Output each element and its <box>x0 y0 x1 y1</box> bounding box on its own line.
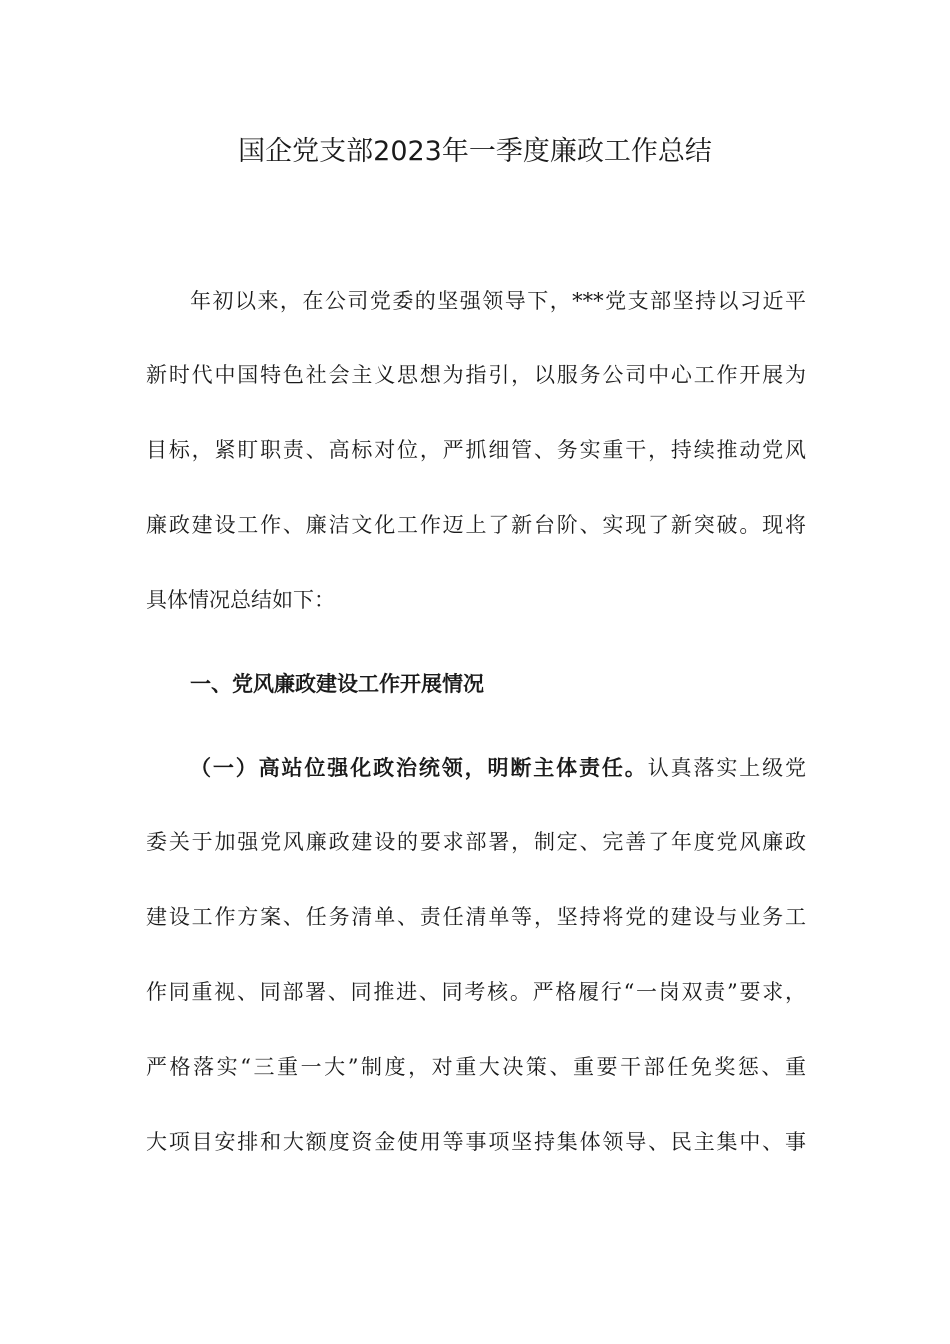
subsection-1-first-line <box>190 748 806 788</box>
subsection-1-lead-rest: 认真落实上级党 <box>647 756 806 780</box>
subsection-1-line-4: 作同重视、同部署、同推进、同考核。严格履行“一岗双责”要求， <box>146 980 806 1004</box>
subsection-1-line-6: 大项目安排和大额度资金使用等事项坚持集体领导、民主集中、事 <box>146 1130 806 1154</box>
subsection-1-line-3: 建设工作方案、任务清单、责任清单等，坚持将党的建设与业务工 <box>146 905 806 929</box>
intro-line-1: 年初以来，在公司党委的坚强领导下，***党支部坚持以习近平 <box>190 289 806 313</box>
intro-line-2: 新时代中国特色社会主义思想为指引，以服务公司中心工作开展为 <box>146 363 806 387</box>
intro-line-4: 廉政建设工作、廉洁文化工作迈上了新台阶、实现了新突破。现将 <box>146 513 806 537</box>
subsection-1-line-5: 严格落实“三重一大”制度，对重大决策、重要干部任免奖惩、重 <box>146 1055 806 1079</box>
subsection-1-lead: （一）高站位强化政治统领，明断主体责任。 <box>190 756 648 780</box>
intro-line-5: 具体情况总结如下： <box>146 588 335 612</box>
section-heading-1: 一、党风廉政建设工作开展情况 <box>190 672 484 696</box>
subsection-1-line-2: 委关于加强党风廉政建设的要求部署，制定、完善了年度党风廉政 <box>146 830 806 854</box>
document-title: 国企党支部2023年一季度廉政工作总结 <box>238 136 712 167</box>
intro-line-3: 目标，紧盯职责、高标对位，严抓细管、务实重干，持续推动党风 <box>146 438 806 462</box>
